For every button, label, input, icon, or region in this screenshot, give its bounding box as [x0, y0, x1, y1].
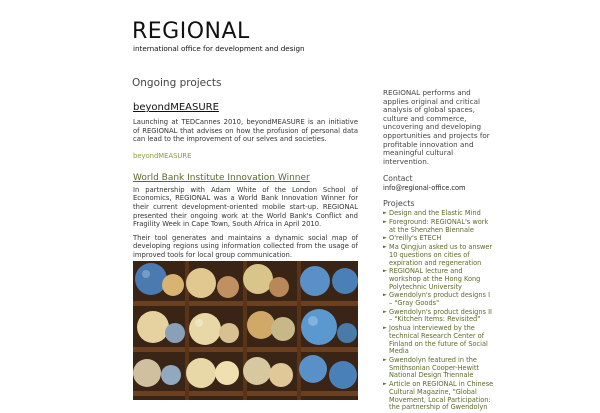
projects-heading: Projects: [383, 199, 415, 209]
bullet-icon: ►: [383, 268, 387, 275]
project-link[interactable]: ► Ma Qingjun asked us to answer 10 questions on cities of expiration and regeneration: [383, 243, 493, 267]
project-link[interactable]: ► Design and the Elastic Mind: [383, 209, 481, 218]
bullet-icon: ►: [383, 381, 387, 388]
contact-email-link[interactable]: info@regional-office.com: [383, 184, 466, 193]
post-title-beyondmeasure[interactable]: beyondMEASURE: [133, 102, 219, 113]
main-content: [133, 102, 358, 260]
post-link-beyondmeasure[interactable]: beyondMEASURE: [133, 151, 192, 160]
post-body-worldbank-1: In partnership with Adam White of the London School of Economics, REGIONAL was a World Bank Innovation Winner for their current development-oriented mobile start-up. REGIONAL presented their ongoing work at the World Bank's Conflict and Fragility Week in Cape Town, South Africa in April 2010.: [133, 185, 358, 229]
bullet-icon: ►: [383, 357, 387, 363]
project-link[interactable]: ► O'reilly's ETECH: [383, 234, 442, 243]
project-link[interactable]: ► Gwendolyn's product designs I – "Gray Goods": [383, 291, 491, 308]
project-link[interactable]: ► Gwendolyn's product designs II – "Kitchen Items: Revisited": [383, 307, 492, 324]
globes-photo: [133, 261, 358, 400]
bullet-icon: ►: [383, 292, 387, 299]
bullet-icon: ►: [383, 325, 387, 332]
projects-list: [383, 210, 495, 412]
project-link[interactable]: ► Gwendolyn featured in the Smithsonian Cooper-Hewitt National Design Triennale: [383, 356, 479, 380]
project-link[interactable]: ► REGIONAL lecture and workshop at the Hong Kong Polytechnic University: [383, 267, 481, 291]
site-title[interactable]: REGIONAL: [132, 19, 250, 44]
contact-heading: Contact: [383, 174, 413, 184]
project-link[interactable]: ► Joshua interviewed by the technical Research Center of Finland on the future of Social Media: [383, 324, 488, 356]
bullet-icon: ►: [383, 210, 387, 217]
post-body-beyondmeasure: Launching at TEDCannes 2010, beyondMEASURE is an initiative of REGIONAL that advises on how the profusion of personal data can lead to the improvement of our selves and societies.: [133, 118, 358, 144]
post-body-worldbank-2: Their tool generates and maintains a dynamic social map of developing regions using information collected from the usage of improved tools for local group communication.: [133, 233, 358, 259]
post-title-worldbank[interactable]: World Bank Institute Innovation Winner: [133, 172, 310, 183]
project-link[interactable]: ► Article on REGIONAL in Chinese Cultural Magazine, "Global Movement, Local Participation: the partnership of Gwendolyn: [383, 380, 494, 412]
sidebar-about: REGIONAL performs and applies original and critical analysis of global spaces, culture and commerce, uncovering and developing opportunities and projects for profitable innovation and meaningful cultural intervention.: [383, 88, 490, 166]
site-tagline: international office for development and design: [133, 44, 305, 53]
bullet-icon: ►: [383, 244, 387, 251]
bullet-icon: ►: [383, 308, 387, 315]
project-link[interactable]: ► Foreground: REGIONAL's work at the Shenzhen Biennale: [383, 218, 489, 234]
page-title: Ongoing projects: [132, 77, 222, 89]
bullet-icon: ►: [383, 219, 387, 226]
sidebar: [383, 89, 495, 413]
bullet-icon: ►: [383, 235, 387, 242]
